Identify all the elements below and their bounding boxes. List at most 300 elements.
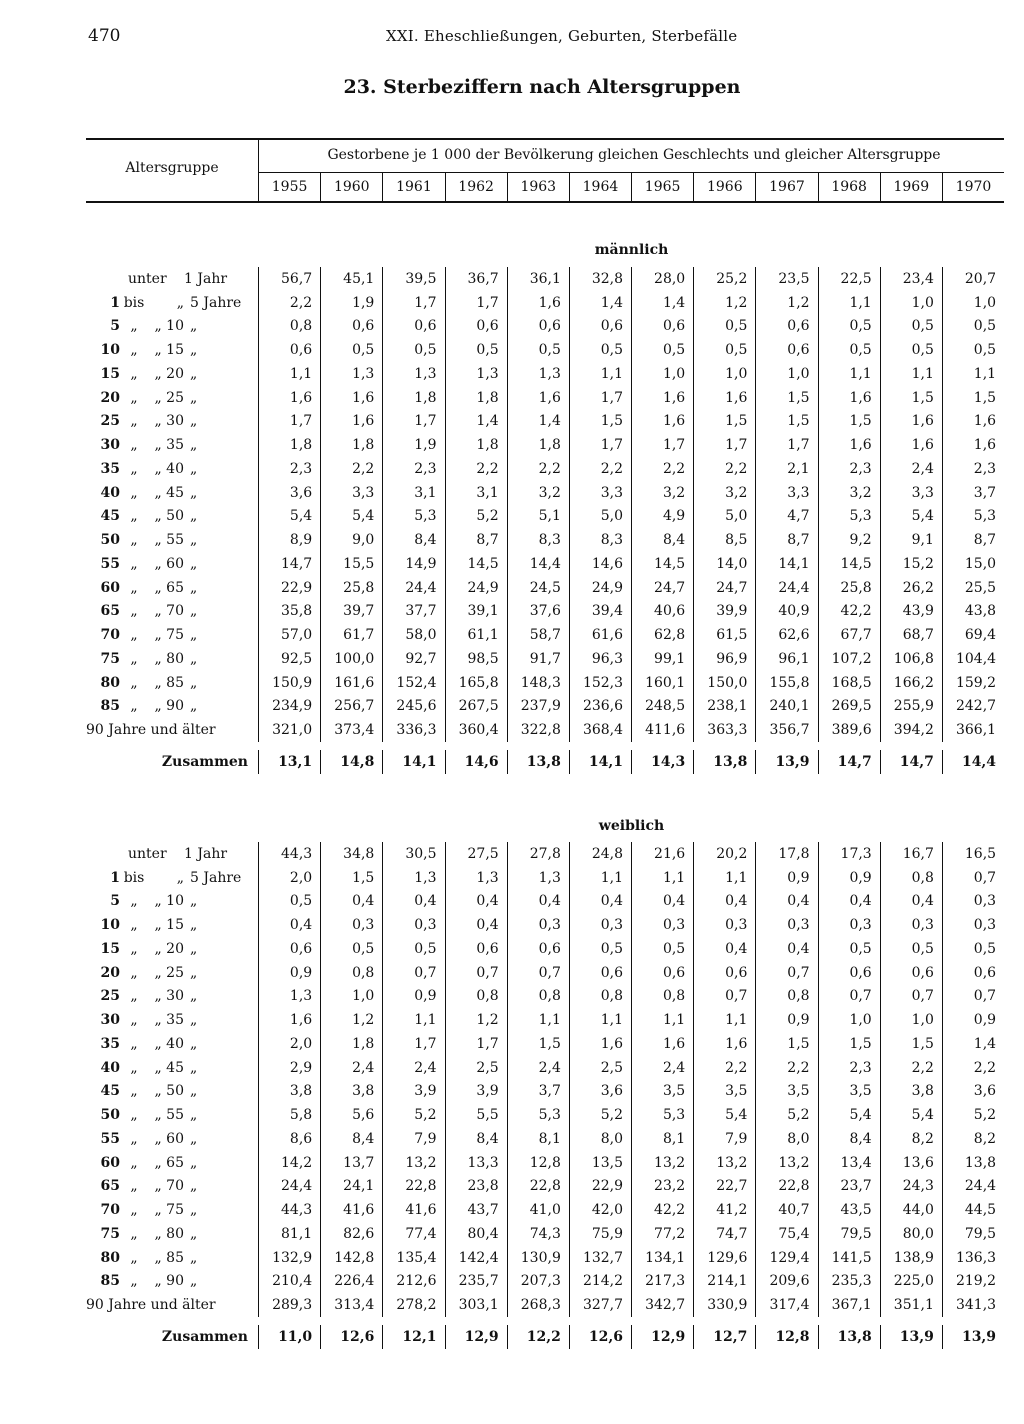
value-cell: 8,7: [942, 528, 1004, 552]
row-label: [86, 1012, 258, 1028]
value-cell: 77,4: [382, 1222, 444, 1246]
value-cell: 1,6: [942, 410, 1004, 434]
value-cell: 366,1: [942, 718, 1004, 742]
value-cell: 2,1: [755, 457, 817, 481]
value-cell: 14,3: [631, 750, 693, 774]
value-cell: 2,2: [693, 1056, 755, 1080]
value-cell: 12,9: [631, 1325, 693, 1349]
row-values: [258, 890, 1004, 914]
value-cell: 1,2: [445, 1008, 507, 1032]
row-label: [86, 941, 258, 957]
value-cell: 0,4: [445, 913, 507, 937]
value-cell: 1,4: [631, 291, 693, 315]
value-cell: 1,6: [880, 410, 942, 434]
value-cell: 240,1: [755, 695, 817, 719]
row-label: [86, 1060, 258, 1076]
value-cell: 13,8: [942, 1151, 1004, 1175]
label-part: „: [130, 389, 138, 406]
value-cell: 80,4: [445, 1222, 507, 1246]
value-cell: 96,1: [755, 647, 817, 671]
row-label: [86, 698, 258, 714]
value-cell: 56,7: [258, 267, 320, 291]
value-cell: 69,4: [942, 623, 1004, 647]
value-cell: 74,3: [507, 1222, 569, 1246]
value-cell: 81,1: [258, 1222, 320, 1246]
value-cell: 155,8: [755, 671, 817, 695]
label-part: „: [130, 1107, 138, 1124]
value-cell: 1,5: [320, 866, 382, 890]
value-cell: 1,3: [382, 362, 444, 386]
female-block: [86, 842, 1004, 1349]
value-cell: 14,6: [569, 552, 631, 576]
value-cell: 0,6: [320, 315, 382, 339]
label-part: „ 85: [154, 674, 184, 691]
value-cell: 1,6: [631, 410, 693, 434]
table-row: [86, 1080, 1004, 1104]
value-cell: 5,4: [818, 1103, 880, 1127]
value-cell: 13,9: [942, 1325, 1004, 1349]
value-cell: 0,6: [942, 961, 1004, 985]
label-part: „: [130, 917, 138, 934]
value-cell: 142,8: [320, 1246, 382, 1270]
value-cell: 212,6: [382, 1270, 444, 1294]
label-part: 35: [100, 460, 120, 477]
value-cell: 1,3: [320, 362, 382, 386]
value-cell: 1,4: [445, 410, 507, 434]
label-part: 80: [100, 1249, 120, 1266]
value-cell: 2,4: [507, 1056, 569, 1080]
value-cell: 22,5: [818, 267, 880, 291]
row-label: [86, 390, 258, 406]
value-cell: 13,2: [382, 1151, 444, 1175]
value-cell: 1,2: [693, 291, 755, 315]
value-cell: 13,9: [755, 750, 817, 774]
value-cell: 0,5: [942, 315, 1004, 339]
label-part: 25: [100, 988, 120, 1005]
label-part: „ 60: [154, 1130, 184, 1147]
value-cell: 255,9: [880, 695, 942, 719]
value-cell: 336,3: [382, 718, 444, 742]
value-cell: 235,3: [818, 1270, 880, 1294]
value-cell: 82,6: [320, 1222, 382, 1246]
value-cell: 1,6: [258, 386, 320, 410]
value-cell: 0,7: [818, 985, 880, 1009]
label-part: 15: [100, 940, 120, 957]
value-cell: 1,0: [880, 1008, 942, 1032]
value-cell: 32,8: [569, 267, 631, 291]
value-cell: 161,6: [320, 671, 382, 695]
row-label: [86, 1107, 258, 1123]
value-cell: 21,6: [631, 842, 693, 866]
value-cell: 2,4: [631, 1056, 693, 1080]
value-cell: 1,6: [818, 433, 880, 457]
value-cell: 12,1: [382, 1325, 444, 1349]
value-cell: 3,9: [445, 1080, 507, 1104]
table-row: [86, 647, 1004, 671]
row-values: [258, 1056, 1004, 1080]
value-cell: 0,5: [880, 937, 942, 961]
value-cell: 0,5: [818, 338, 880, 362]
label-part: „: [130, 1083, 138, 1100]
label-part: unter: [128, 845, 167, 862]
value-cell: 62,6: [755, 623, 817, 647]
value-cell: 160,1: [631, 671, 693, 695]
row-label: [86, 413, 258, 429]
value-cell: 2,9: [258, 1056, 320, 1080]
value-cell: 2,3: [382, 457, 444, 481]
value-cell: 77,2: [631, 1222, 693, 1246]
label-part: 45: [100, 1083, 120, 1100]
value-cell: 1,0: [755, 362, 817, 386]
label-part: „ 30: [154, 413, 184, 430]
value-cell: 8,2: [942, 1127, 1004, 1151]
label-part: „: [190, 1130, 198, 1147]
row-label: [86, 893, 258, 909]
row-label: [86, 917, 258, 933]
value-cell: 14,5: [818, 552, 880, 576]
label-part: „ 20: [154, 365, 184, 382]
value-cell: 0,4: [818, 890, 880, 914]
row-values: [258, 505, 1004, 529]
row-values: [258, 1103, 1004, 1127]
label-part: „ 15: [154, 917, 184, 934]
value-cell: 3,6: [569, 1080, 631, 1104]
label-part: „: [130, 460, 138, 477]
value-cell: 25,2: [693, 267, 755, 291]
label-part: 20: [100, 964, 120, 981]
label-part: 15: [100, 365, 120, 382]
value-cell: 0,8: [320, 961, 382, 985]
row-label: [86, 295, 258, 311]
row-label: [86, 1250, 258, 1266]
table-row: [86, 576, 1004, 600]
value-cell: 0,5: [631, 937, 693, 961]
value-cell: 0,3: [942, 913, 1004, 937]
value-cell: 61,6: [569, 623, 631, 647]
label-part: „ 30: [154, 988, 184, 1005]
row-label: [86, 437, 258, 453]
value-cell: 8,6: [258, 1127, 320, 1151]
value-cell: 278,2: [382, 1293, 444, 1317]
value-cell: 96,3: [569, 647, 631, 671]
total-row: [86, 750, 1004, 774]
table-row: [86, 505, 1004, 529]
row-values: [258, 481, 1004, 505]
label-part: „: [190, 1249, 198, 1266]
value-cell: 8,0: [569, 1127, 631, 1151]
label-part: „ 55: [154, 532, 184, 549]
value-cell: 0,8: [258, 315, 320, 339]
value-cell: 40,6: [631, 600, 693, 624]
table-row: [86, 433, 1004, 457]
value-cell: 1,5: [755, 410, 817, 434]
value-cell: 12,9: [445, 1325, 507, 1349]
value-cell: 1,8: [320, 433, 382, 457]
value-cell: 1,1: [258, 362, 320, 386]
label-part: „: [190, 917, 198, 934]
header-years: [259, 172, 1004, 202]
label-part: bis: [123, 294, 145, 311]
value-cell: 8,1: [631, 1127, 693, 1151]
running-head: XXI. Eheschließungen, Geburten, Sterbefälle: [386, 27, 738, 45]
value-cell: 1,1: [631, 866, 693, 890]
label-part: „ 80: [154, 1225, 184, 1242]
value-cell: 34,8: [320, 842, 382, 866]
value-cell: 2,4: [320, 1056, 382, 1080]
value-cell: 2,5: [445, 1056, 507, 1080]
label-part: 5: [110, 318, 120, 335]
value-cell: 2,2: [693, 457, 755, 481]
label-part: „ 60: [154, 555, 184, 572]
value-cell: 24,1: [320, 1175, 382, 1199]
value-cell: 0,8: [569, 985, 631, 1009]
value-cell: 1,6: [569, 1032, 631, 1056]
value-cell: 0,7: [507, 961, 569, 985]
table-row: [86, 1270, 1004, 1294]
value-cell: 0,5: [631, 338, 693, 362]
value-cell: 42,2: [818, 600, 880, 624]
value-cell: 20,7: [942, 267, 1004, 291]
value-cell: 2,3: [942, 457, 1004, 481]
label-part: „: [130, 579, 138, 596]
value-cell: 1,8: [258, 433, 320, 457]
value-cell: 0,6: [569, 961, 631, 985]
value-cell: 39,4: [569, 600, 631, 624]
value-cell: 342,7: [631, 1293, 693, 1317]
value-cell: 0,6: [631, 315, 693, 339]
label-part: „: [190, 1107, 198, 1124]
year-header: 1960: [320, 172, 382, 202]
value-cell: 1,6: [693, 1032, 755, 1056]
table-row: [86, 1198, 1004, 1222]
value-cell: 0,5: [818, 937, 880, 961]
value-cell: 313,4: [320, 1293, 382, 1317]
label-part: 50: [100, 532, 120, 549]
row-label: [86, 532, 258, 548]
value-cell: 13,5: [569, 1151, 631, 1175]
value-cell: 27,5: [445, 842, 507, 866]
label-part: „ 50: [154, 508, 184, 525]
label-part: 70: [100, 1202, 120, 1219]
value-cell: 132,9: [258, 1246, 320, 1270]
value-cell: 0,5: [880, 315, 942, 339]
value-cell: 1,5: [507, 1032, 569, 1056]
label-part: „: [130, 627, 138, 644]
label-part: „ 55: [154, 1107, 184, 1124]
label-part: 5: [110, 893, 120, 910]
value-cell: 41,0: [507, 1198, 569, 1222]
value-cell: 321,0: [258, 718, 320, 742]
value-cell: 159,2: [942, 671, 1004, 695]
value-cell: 37,7: [382, 600, 444, 624]
value-cell: 8,2: [880, 1127, 942, 1151]
value-cell: 42,2: [631, 1198, 693, 1222]
value-cell: 356,7: [755, 718, 817, 742]
value-cell: 1,7: [382, 410, 444, 434]
value-cell: 150,9: [258, 671, 320, 695]
value-cell: 61,5: [693, 623, 755, 647]
value-cell: 2,2: [631, 457, 693, 481]
value-cell: 24,4: [258, 1175, 320, 1199]
table-row: [86, 315, 1004, 339]
value-cell: 3,2: [631, 481, 693, 505]
row-label: [86, 1083, 258, 1099]
row-label: [86, 1155, 258, 1171]
value-cell: 28,0: [631, 267, 693, 291]
value-cell: 9,2: [818, 528, 880, 552]
total-row: [86, 1325, 1004, 1349]
year-header: 1962: [445, 172, 507, 202]
row-values: [258, 315, 1004, 339]
value-cell: 24,8: [569, 842, 631, 866]
value-cell: 269,5: [818, 695, 880, 719]
row-values: [258, 1175, 1004, 1199]
value-cell: 8,1: [507, 1127, 569, 1151]
label-part: „ 10: [154, 893, 184, 910]
value-cell: 15,5: [320, 552, 382, 576]
value-cell: 1,0: [942, 291, 1004, 315]
row-label: [86, 580, 258, 596]
value-cell: 40,7: [755, 1198, 817, 1222]
row-label: [86, 1226, 258, 1242]
value-cell: 14,1: [569, 750, 631, 774]
value-cell: 25,8: [818, 576, 880, 600]
value-cell: 0,5: [320, 338, 382, 362]
value-cell: 13,8: [818, 1325, 880, 1349]
label-part: bis: [123, 869, 145, 886]
value-cell: 3,1: [382, 481, 444, 505]
value-cell: 5,4: [693, 1103, 755, 1127]
value-cell: 5,0: [693, 505, 755, 529]
year-header: 1967: [755, 172, 817, 202]
value-cell: 12,8: [507, 1151, 569, 1175]
year-header: 1963: [507, 172, 569, 202]
value-cell: 1,9: [382, 433, 444, 457]
value-cell: 367,1: [818, 1293, 880, 1317]
table-row: [86, 1056, 1004, 1080]
value-cell: 0,4: [755, 890, 817, 914]
row-label: [86, 1036, 258, 1052]
value-cell: 1,7: [382, 1032, 444, 1056]
value-cell: 0,8: [880, 866, 942, 890]
value-cell: 1,1: [382, 1008, 444, 1032]
label-part: „: [190, 603, 198, 620]
value-cell: 0,6: [631, 961, 693, 985]
value-cell: 5,0: [569, 505, 631, 529]
label-part: „: [130, 674, 138, 691]
value-cell: 14,6: [445, 750, 507, 774]
value-cell: 5,6: [320, 1103, 382, 1127]
table-row: [86, 985, 1004, 1009]
value-cell: 237,9: [507, 695, 569, 719]
row-values: [258, 410, 1004, 434]
label-part: 10: [100, 917, 120, 934]
value-cell: 8,3: [569, 528, 631, 552]
row-values: [258, 937, 1004, 961]
value-cell: 3,8: [258, 1080, 320, 1104]
value-cell: 1,5: [755, 1032, 817, 1056]
male-block: [86, 267, 1004, 774]
value-cell: 1,9: [320, 291, 382, 315]
row-values: [258, 961, 1004, 985]
value-cell: 148,3: [507, 671, 569, 695]
value-cell: 22,7: [693, 1175, 755, 1199]
value-cell: 39,9: [693, 600, 755, 624]
table-row: [86, 600, 1004, 624]
value-cell: 0,5: [942, 937, 1004, 961]
table-row: [86, 481, 1004, 505]
value-cell: 248,5: [631, 695, 693, 719]
label-part: 20: [100, 389, 120, 406]
year-header: 1964: [569, 172, 631, 202]
label-part: „ 65: [154, 1154, 184, 1171]
label-part: „: [190, 1225, 198, 1242]
table-row: [86, 457, 1004, 481]
label-part: „ 35: [154, 437, 184, 454]
row-label: [86, 870, 258, 886]
value-cell: 1,1: [880, 362, 942, 386]
value-cell: 44,3: [258, 842, 320, 866]
label-part: 1: [110, 869, 120, 886]
label-part: „: [176, 294, 184, 311]
value-cell: 5,2: [382, 1103, 444, 1127]
value-cell: 8,9: [258, 528, 320, 552]
table-row: [86, 1293, 1004, 1317]
value-cell: 2,0: [258, 1032, 320, 1056]
value-cell: 5,2: [445, 505, 507, 529]
row-values: [258, 600, 1004, 624]
value-cell: 92,5: [258, 647, 320, 671]
value-cell: 0,8: [631, 985, 693, 1009]
label-part: 30: [100, 1012, 120, 1029]
label-part: „: [130, 532, 138, 549]
value-cell: 9,0: [320, 528, 382, 552]
table-row: [86, 623, 1004, 647]
value-cell: 0,9: [818, 866, 880, 890]
value-cell: 0,6: [258, 338, 320, 362]
label-part: „ 80: [154, 650, 184, 667]
value-cell: 5,2: [755, 1103, 817, 1127]
value-cell: 80,0: [880, 1222, 942, 1246]
label-part: „: [130, 650, 138, 667]
value-cell: 0,5: [445, 338, 507, 362]
value-cell: 1,1: [631, 1008, 693, 1032]
value-cell: 1,6: [942, 433, 1004, 457]
value-cell: 1,5: [880, 1032, 942, 1056]
row-values: [258, 1270, 1004, 1294]
value-cell: 1,4: [507, 410, 569, 434]
value-cell: 0,5: [569, 338, 631, 362]
value-cell: 22,8: [507, 1175, 569, 1199]
value-cell: 1,0: [880, 291, 942, 315]
value-cell: 1,6: [258, 1008, 320, 1032]
value-cell: 0,4: [258, 913, 320, 937]
row-values: [258, 985, 1004, 1009]
value-cell: 0,7: [693, 985, 755, 1009]
label-part: „ 20: [154, 940, 184, 957]
label-part: 55: [100, 555, 120, 572]
row-values: [258, 1151, 1004, 1175]
value-cell: 0,9: [755, 1008, 817, 1032]
row-label: [86, 461, 258, 477]
value-cell: 1,1: [693, 866, 755, 890]
value-cell: 1,3: [445, 362, 507, 386]
value-cell: 9,1: [880, 528, 942, 552]
label-part: 70: [100, 627, 120, 644]
table-row: [86, 671, 1004, 695]
row-values: [258, 750, 1004, 774]
label-part: Zusammen: [161, 753, 248, 770]
